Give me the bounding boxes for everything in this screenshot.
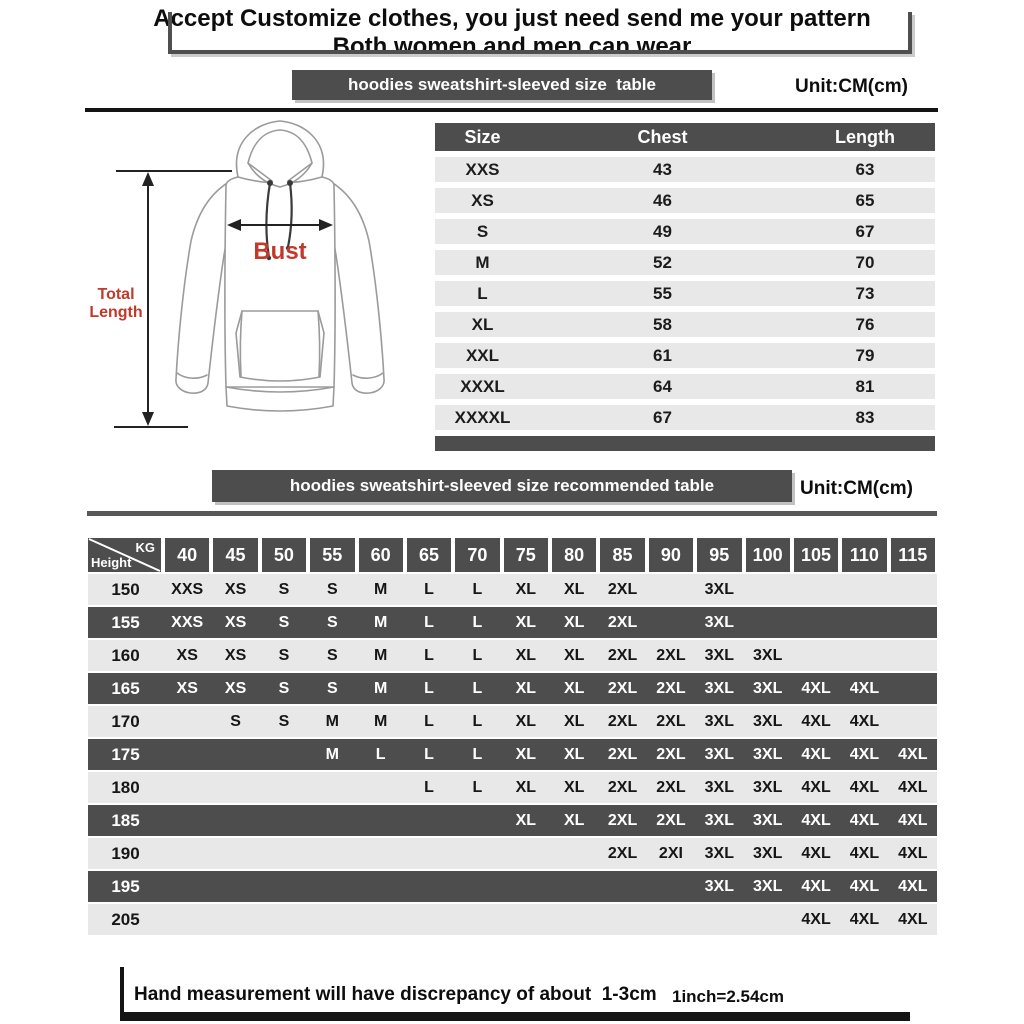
size-table-cell: XL (471, 314, 494, 334)
size-table-column-header: Length (835, 126, 895, 147)
footer-bottom-bar (120, 1012, 910, 1021)
matrix-size-cell: L (472, 646, 483, 664)
matrix-size-cell: 4XL (849, 679, 880, 697)
matrix-size-cell: 2XL (607, 679, 638, 697)
matrix-size-cell: 4XL (801, 745, 831, 763)
size-table-row (435, 188, 935, 213)
matrix-size-cell: S (230, 712, 241, 730)
matrix-row (88, 706, 937, 737)
size-table-cell: 73 (855, 283, 875, 303)
matrix-height-label: 150 (111, 579, 140, 599)
size-table-row (435, 405, 935, 430)
size-table-end-bar (435, 436, 935, 451)
matrix-row (88, 904, 937, 935)
matrix-size-cell: 3XL (753, 712, 783, 730)
size-table-cell: 65 (855, 190, 875, 210)
matrix-row (88, 739, 937, 770)
size-table-row (435, 157, 935, 182)
matrix-size-cell: 2XL (607, 778, 638, 796)
matrix-weight-header: 55 (310, 538, 354, 572)
matrix-row (88, 640, 937, 671)
matrix-size-cell: XL (515, 580, 537, 598)
inch-conversion-note: 1inch=2.54cm (672, 987, 784, 1006)
matrix-size-cell: 4XL (849, 844, 880, 862)
matrix-divider-bar (87, 511, 937, 516)
size-table-cell: 43 (653, 159, 672, 179)
matrix-weight-header: 65 (407, 538, 451, 572)
matrix-row (88, 772, 937, 803)
matrix-size-cell: 3XL (753, 844, 783, 862)
bust-label: Bust (253, 238, 307, 265)
matrix-size-cell: 2XL (656, 778, 686, 796)
matrix-size-cell: S (278, 712, 290, 730)
matrix-size-cell: S (326, 646, 338, 664)
unit-label-2: Unit:CM(cm) (800, 478, 913, 499)
matrix-size-cell: L (472, 613, 483, 631)
matrix-size-cell: M (374, 613, 388, 631)
size-table-cell: 67 (653, 407, 672, 427)
matrix-weight-header: 70 (455, 538, 499, 572)
matrix-size-cell: 2XL (656, 646, 686, 664)
matrix-size-cell: 4XL (898, 844, 928, 862)
size-table-cell: 63 (855, 159, 875, 179)
matrix-size-cell: L (424, 712, 434, 730)
size-table-cell: XXXL (460, 376, 505, 396)
matrix-size-cell: XL (563, 712, 585, 730)
matrix-size-cell: M (374, 679, 388, 697)
length-arrowhead-bottom (142, 412, 154, 426)
matrix-height-label: 185 (111, 810, 140, 830)
matrix-size-cell: 4XL (801, 778, 831, 796)
matrix-size-cell: L (472, 712, 483, 730)
size-table-cell: 67 (855, 221, 875, 241)
matrix-row (88, 805, 937, 836)
size-table-cell: 61 (653, 345, 672, 365)
matrix-size-cell: 2XL (656, 811, 686, 829)
size-table-row (435, 312, 935, 337)
matrix-size-cell: 4XL (801, 844, 831, 862)
matrix-size-cell: 3XL (704, 811, 734, 829)
matrix-size-cell: 4XL (849, 745, 880, 763)
page-title-line2: Both women and men can wear (332, 33, 692, 61)
matrix-size-cell: XL (563, 646, 585, 664)
matrix-size-cell: 2XL (607, 712, 638, 730)
matrix-size-cell: 2XL (607, 646, 638, 664)
matrix-header-row (88, 538, 937, 572)
matrix-size-cell: 3XL (704, 745, 734, 763)
matrix-size-cell: XL (515, 646, 537, 664)
size-table-cell: 49 (653, 221, 672, 241)
total-length-label-line2: Length (89, 304, 143, 321)
matrix-size-cell: L (424, 613, 434, 631)
matrix-size-cell: XL (515, 745, 537, 763)
matrix-height-label: 180 (111, 777, 140, 797)
matrix-size-cell: 2XL (656, 745, 686, 763)
hoodie-measurement-diagram (80, 115, 428, 455)
matrix-size-cell: 3XL (704, 613, 734, 631)
matrix-size-cell: 3XL (704, 877, 734, 895)
matrix-weight-header: 80 (552, 538, 596, 572)
matrix-size-cell: XL (563, 811, 585, 829)
size-table-header-row (435, 123, 935, 151)
matrix-size-cell: XL (515, 679, 537, 697)
matrix-size-cell: XL (515, 613, 537, 631)
matrix-size-cell: XL (515, 811, 537, 829)
matrix-size-cell: XS (224, 646, 247, 664)
recommended-table-banner: hoodies sweatshirt-sleeved size recommended table (212, 470, 792, 502)
matrix-height-label: 170 (111, 711, 140, 731)
matrix-size-cell: 4XL (849, 712, 880, 730)
matrix-size-cell: XS (176, 646, 198, 664)
matrix-size-cell: XL (515, 778, 537, 796)
matrix-size-cell: 3XL (704, 712, 734, 730)
hoodie-waistband (226, 387, 334, 411)
size-table-cell: XXXXL (454, 407, 511, 427)
matrix-height-label: 155 (111, 612, 140, 632)
matrix-size-cell: 4XL (898, 877, 928, 895)
matrix-size-cell: 4XL (898, 778, 928, 796)
size-table-cell: XXS (465, 159, 500, 179)
size-table-cell: L (477, 283, 488, 303)
matrix-weight-header: 45 (213, 538, 257, 572)
matrix-weight-header: 60 (359, 538, 403, 572)
matrix-size-cell: 4XL (898, 811, 928, 829)
matrix-size-cell: 4XL (849, 778, 880, 796)
matrix-size-cell: 2XL (607, 811, 638, 829)
matrix-size-cell: XL (563, 580, 585, 598)
matrix-size-cell: 2XL (607, 844, 638, 862)
size-table-cell: 76 (855, 314, 875, 334)
unit-label-1: Unit:CM(cm) (795, 76, 908, 97)
matrix-size-cell: L (472, 580, 483, 598)
matrix-size-cell: L (424, 679, 434, 697)
matrix-size-cell: 3XL (704, 646, 734, 664)
size-table-cell: S (476, 221, 489, 241)
size-table-cell: XXL (465, 345, 500, 365)
matrix-size-cell: 3XL (753, 778, 783, 796)
matrix-size-cell: L (424, 646, 434, 664)
length-arrowhead-top (142, 172, 154, 186)
matrix-size-cell: XXS (171, 580, 204, 598)
matrix-size-cell: XXS (171, 613, 204, 631)
matrix-size-cell: L (424, 745, 434, 763)
matrix-size-cell: S (278, 646, 290, 664)
matrix-size-cell: M (374, 580, 388, 598)
hoodie-pocket (236, 311, 324, 381)
matrix-size-cell: 3XL (753, 877, 783, 895)
size-table-row (435, 219, 935, 244)
matrix-size-cell: 3XL (704, 679, 734, 697)
size-table-banner: hoodies sweatshirt-sleeved size table (292, 70, 712, 100)
hoodie-eyelet-right (287, 180, 293, 186)
matrix-weight-header: 75 (504, 538, 548, 572)
matrix-row (88, 838, 937, 869)
matrix-height-label: 205 (111, 909, 140, 929)
size-table-cell: 64 (653, 376, 672, 396)
matrix-size-cell: 3XL (704, 844, 734, 862)
matrix-size-cell: S (326, 580, 338, 598)
matrix-size-cell: 2XL (607, 745, 638, 763)
matrix-size-cell: 3XL (753, 646, 783, 664)
size-table-cell: 55 (653, 283, 672, 303)
matrix-weight-header: 90 (649, 538, 693, 572)
total-length-label-line1: Total (97, 286, 135, 303)
matrix-size-cell: 2XL (656, 679, 686, 697)
footer-left-bar (120, 967, 124, 1012)
matrix-size-cell: M (374, 712, 388, 730)
matrix-size-cell: M (325, 712, 339, 730)
matrix-height-label: 165 (111, 678, 140, 698)
matrix-size-cell: L (424, 580, 434, 598)
matrix-row (88, 574, 937, 605)
matrix-size-cell: XS (224, 613, 247, 631)
matrix-row (88, 607, 937, 638)
matrix-size-cell: L (472, 745, 483, 763)
matrix-size-cell: 3XL (704, 580, 734, 598)
matrix-size-cell: XL (563, 613, 585, 631)
size-table-cell: XS (471, 190, 494, 210)
matrix-size-cell: XS (176, 679, 198, 697)
matrix-size-cell: S (278, 580, 290, 598)
matrix-row (88, 871, 937, 902)
matrix-row (88, 673, 937, 704)
page-title-line1: Accept Customize clothes, you just need send me your pattern (153, 5, 871, 32)
matrix-size-cell: 3XL (704, 778, 734, 796)
matrix-size-cell: S (278, 679, 290, 697)
matrix-size-cell: 4XL (801, 679, 831, 697)
matrix-weight-header: 50 (262, 538, 306, 572)
corner-kg-label: KG (135, 540, 155, 555)
matrix-height-label: 175 (111, 744, 140, 764)
matrix-size-cell: M (325, 745, 339, 763)
matrix-weight-header: 85 (600, 538, 644, 572)
matrix-size-cell: 2XL (656, 712, 686, 730)
matrix-rows (88, 574, 937, 935)
matrix-size-cell: 3XL (753, 745, 783, 763)
matrix-size-cell: XL (515, 712, 537, 730)
matrix-size-cell: 4XL (898, 745, 928, 763)
matrix-size-cell: XS (224, 580, 247, 598)
matrix-size-cell: 2XL (607, 613, 638, 631)
matrix-size-cell: M (374, 646, 388, 664)
matrix-size-cell: XS (224, 679, 247, 697)
size-table-cell: 81 (855, 376, 875, 396)
matrix-size-cell: 4XL (801, 811, 831, 829)
size-table-cell: 58 (653, 314, 672, 334)
matrix-size-cell: 2XI (658, 844, 683, 862)
matrix-size-cell: 4XL (801, 712, 831, 730)
size-table (435, 123, 935, 451)
matrix-corner-cell (88, 538, 161, 572)
matrix-size-cell: 4XL (849, 910, 880, 928)
matrix-size-cell: S (326, 613, 338, 631)
size-table-row (435, 374, 935, 399)
size-table-column-header: Size (464, 126, 501, 147)
title-bracket-frame (168, 12, 912, 54)
matrix-size-cell: 4XL (898, 910, 928, 928)
matrix-size-cell: XL (563, 679, 585, 697)
matrix-height-label: 160 (111, 645, 140, 665)
matrix-size-cell: 3XL (753, 679, 783, 697)
size-table-cell: 83 (855, 407, 875, 427)
matrix-size-cell: L (375, 745, 386, 763)
matrix-weight-header: 115 (891, 538, 935, 572)
matrix-weight-header: 95 (697, 538, 741, 572)
size-table-cell: 52 (653, 252, 672, 272)
matrix-weight-header: 40 (165, 538, 209, 572)
size-table-cell: M (475, 252, 490, 272)
matrix-size-cell: XL (563, 778, 585, 796)
matrix-size-cell: L (424, 778, 434, 796)
size-table-row (435, 250, 935, 275)
matrix-height-label: 190 (111, 843, 140, 863)
size-table-row (435, 343, 935, 368)
matrix-size-cell: S (278, 613, 290, 631)
matrix-size-cell: XL (563, 745, 585, 763)
size-table-cell: 79 (855, 345, 875, 365)
size-table-cell: 70 (855, 252, 875, 272)
matrix-size-cell: 2XL (607, 580, 638, 598)
matrix-size-cell: 4XL (849, 877, 880, 895)
matrix-height-label: 195 (111, 876, 140, 896)
section-divider-line (85, 108, 938, 112)
size-table-rows (435, 157, 935, 430)
measurement-note: Hand measurement will have discrepancy of about 1-3cm (134, 984, 657, 1005)
matrix-size-cell: 4XL (849, 811, 880, 829)
matrix-size-cell: L (472, 778, 483, 796)
matrix-weight-header: 100 (746, 538, 790, 572)
size-table-cell: 46 (653, 190, 672, 210)
matrix-size-cell: 3XL (753, 811, 783, 829)
size-table-row (435, 281, 935, 306)
corner-height-label: Height (91, 555, 132, 570)
matrix-weight-header: 110 (842, 538, 886, 572)
matrix-size-cell: L (472, 679, 483, 697)
matrix-size-cell: 4XL (801, 877, 831, 895)
matrix-size-cell: 4XL (801, 910, 831, 928)
recommended-size-matrix (88, 538, 937, 937)
matrix-size-cell: S (326, 679, 338, 697)
hoodie-line-drawing (80, 115, 428, 455)
matrix-weight-header: 105 (794, 538, 838, 572)
hoodie-eyelet-left (267, 180, 273, 186)
size-table-column-header: Chest (637, 126, 688, 147)
